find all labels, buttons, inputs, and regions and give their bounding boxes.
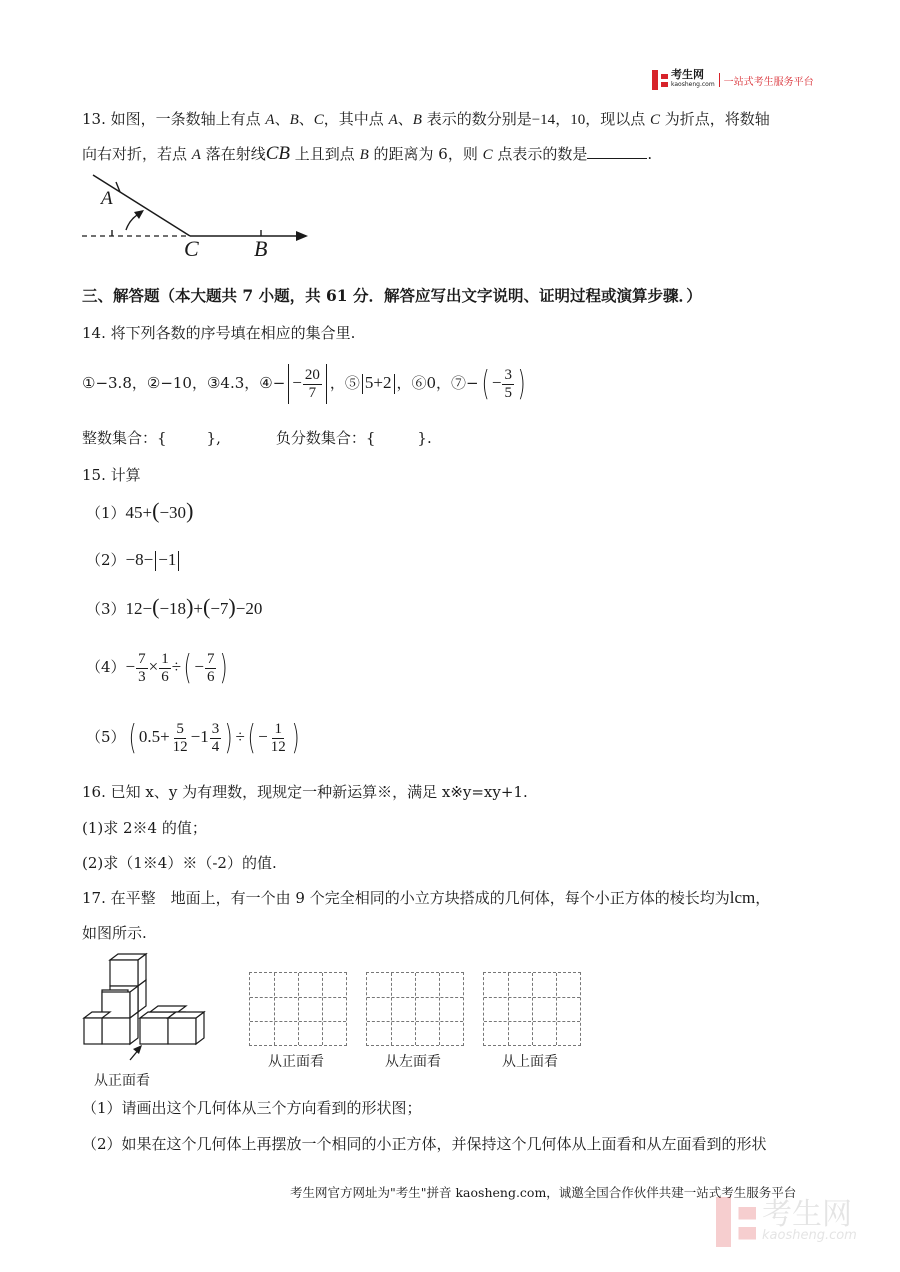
- grid-front-caption: 从正面看: [268, 1054, 324, 1070]
- front-view-arrow-label: 从正面看: [94, 1073, 150, 1089]
- integer-set-label: 整数集合：{: [82, 429, 167, 447]
- q17-stem2: 如图所示.: [82, 924, 147, 942]
- grid-top-caption: 从上面看: [502, 1054, 558, 1070]
- q14-stem: 14. 将下列各数的序号填在相应的集合里.: [82, 324, 356, 342]
- q15-stem: 15. 计算: [82, 466, 141, 484]
- q15-part1: （1）45+(−30): [86, 498, 194, 523]
- grid-top-view[interactable]: [483, 972, 581, 1046]
- watermark-text: 考生网: [762, 1197, 852, 1232]
- watermark: [716, 1196, 857, 1248]
- q17-part2: （2）如果在这个几何体上再摆放一个相同的小正方体，并保持这个几何体从上面看和从左面看到的形状: [82, 1135, 767, 1153]
- cube-stack-figure: [80, 952, 210, 1062]
- watermark-sub: kaosheng.com: [762, 1228, 857, 1243]
- label-C: C: [184, 236, 199, 261]
- q14-sets: 整数集合：{ }, 负分数集合：{ }.: [82, 429, 432, 447]
- q13-line1: 13. 如图，一条数轴上有点 A、B、C，其中点 A、B 表示的数分别是−14，10，现以点 C 为折点，将数轴: [82, 110, 770, 128]
- q15-part2: （2）−8− −1: [86, 549, 181, 571]
- answer-blank[interactable]: [587, 144, 647, 159]
- q16-stem: 16. 已知 x、y 为有理数，现规定一种新运算※，满足 x※y=xy+1.: [82, 783, 528, 801]
- logo-sub: kaosheng.com: [671, 81, 715, 88]
- q15-part3: （3）12−(−18)+(−7)−20: [86, 594, 263, 619]
- q14-items: ①−3.8，②−10，③4.3，④− − $\frac{20}{7}$ ，⑤ 5+2 ，⑥0，⑦−( − $\frac{3}{5}$ ): [82, 364, 526, 404]
- grid-front-view[interactable]: [249, 972, 347, 1046]
- label-A: A: [101, 188, 113, 209]
- header-slogan: 一站式考生服务平台: [723, 76, 814, 88]
- q17-part1: （1）请画出这个几何体从三个方向看到的形状图；: [82, 1099, 422, 1117]
- q16-part1: (1)求 2※4 的值；: [82, 819, 207, 837]
- logo-mark-icon: [652, 70, 668, 90]
- q15-part4: （4）− $\frac{7}{3}$ × $\frac{1}{6}$ ÷( − $\frac{7}{6}$ ): [86, 648, 229, 688]
- negative-fraction-set-label: 负分数集合：{: [275, 429, 376, 447]
- section-3-title: 三、解答题（本大题共 7 小题，共 61 分．解答应写出文字说明、证明过程或演算步骤．）: [82, 286, 702, 305]
- q15-part5: （5）( 0.5+ $\frac{5}{12}$ −1 $\frac{3}{4}$ ) ÷( − $\frac{1}{12}$ ): [86, 718, 300, 758]
- footer-text: 考生网官方网址为"考生"拼音 kaosheng.com，诚邀全国合作伙伴共建一站式考生服务平台: [290, 1185, 797, 1200]
- q16-part2: (2)求（1※4）※（-2）的值.: [82, 854, 277, 872]
- watermark-mark-icon: [716, 1196, 756, 1248]
- header-logo: [652, 70, 814, 90]
- q17-stem: 17. 在平整 地面上，有一个由 9 个完全相同的小立方块搭成的几何体，每个小正方体的棱长均为lcm，: [82, 888, 771, 907]
- label-B: B: [254, 236, 268, 261]
- grid-left-view[interactable]: [366, 972, 464, 1046]
- q13-line2: 向右对折，若点 A 落在射线CB 上且到点 B 的距离为 6，则 C 点表示的数是 .: [82, 143, 653, 164]
- grid-left-caption: 从左面看: [385, 1054, 441, 1070]
- logo-text: 考生网: [671, 68, 704, 81]
